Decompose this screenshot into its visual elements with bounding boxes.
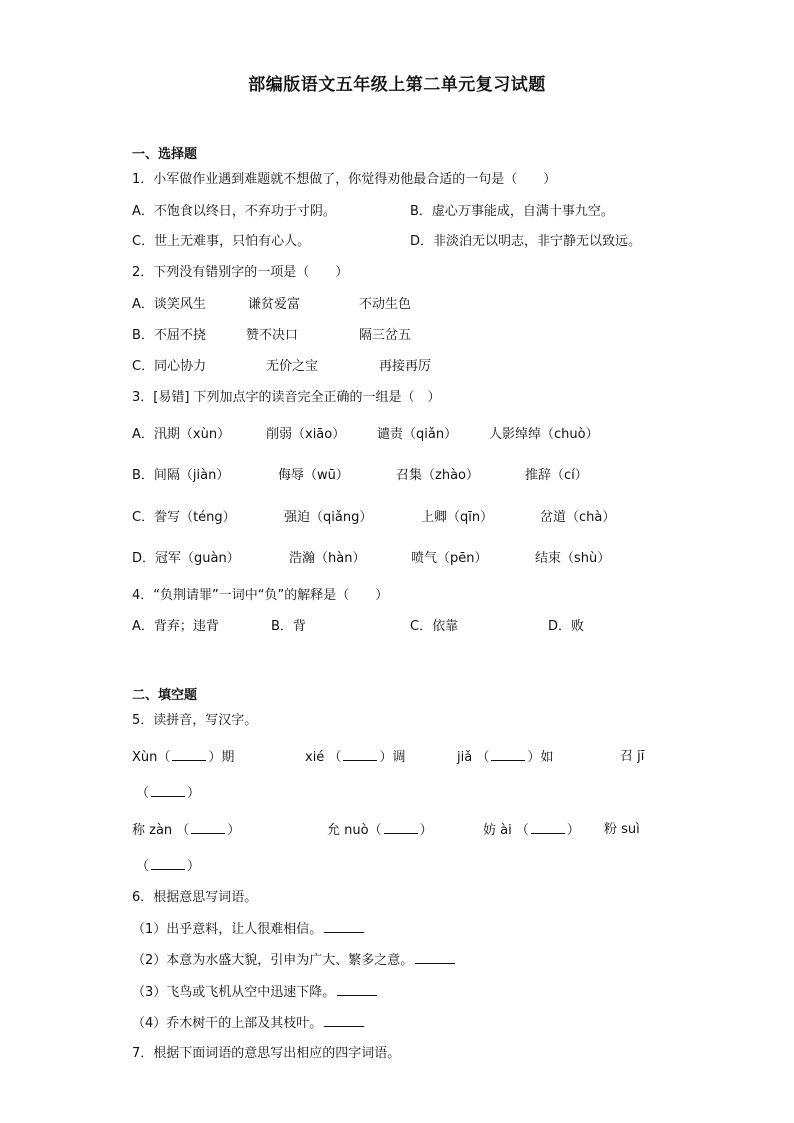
page-title: 部编版语文五年级上第二单元复习试题	[248, 75, 546, 95]
answer-blank[interactable]	[337, 984, 377, 996]
question-3-stem: 3．[易错] 下列加点字的读音完全正确的一组是（ ）	[132, 390, 441, 405]
answer-blank[interactable]	[531, 822, 565, 834]
answer-blank[interactable]	[324, 921, 364, 933]
question-3-option-b-item4: 推辞（cí）	[525, 468, 588, 483]
question-2-option-a-word3: 不动生色	[359, 297, 412, 312]
question-1-option-d: D．非淡泊无以明志，非宁静无以致远。	[410, 234, 642, 249]
pinyin-item-continuation: （ ）	[136, 859, 201, 874]
question-4-option-b: B．背	[271, 619, 306, 634]
question-6-item: （3）飞鸟或飞机从空中迅速下降。	[132, 984, 377, 1001]
question-2-option-b-word3: 隔三岔五	[359, 328, 412, 343]
question-3-option-c-item2: 强迫（qiǎng）	[284, 510, 373, 525]
question-1-stem: 1．小军做作业遇到难题就不想做了，你觉得劝他最合适的一句是（ ）	[132, 172, 557, 187]
question-2-option-a: A．谈笑风生	[132, 297, 206, 312]
question-3-option-d-item3: 喷气（pēn）	[411, 551, 488, 566]
question-7-stem: 7．根据下面词语的意思写出相应的四字词语。	[132, 1046, 401, 1061]
answer-blank[interactable]	[151, 785, 185, 797]
pinyin-item: jiǎ （ ）如	[457, 750, 554, 765]
question-4-option-d: D．败	[548, 619, 585, 634]
question-3-option-c-item3: 上卿（qīn）	[421, 510, 494, 525]
pinyin-item: xié （ ）调	[305, 750, 406, 765]
section-heading-choice: 一、选择题	[132, 147, 198, 162]
question-3-option-b-item2: 侮辱（wū）	[278, 468, 349, 483]
pinyin-item: 妨 ài （ ）	[483, 823, 580, 838]
question-6-item: （1）出乎意料，让人很难相信。	[132, 921, 364, 938]
question-3-option-d-item2: 浩瀚（hàn）	[289, 551, 366, 566]
question-1-option-a: A．不饱食以终日，不弃功于寸阴。	[132, 204, 336, 219]
pinyin-item: 称 zàn （ ）	[132, 823, 241, 838]
question-1-option-c: C．世上无难事，只怕有心人。	[132, 234, 311, 249]
question-2-option-a-word2: 谦贫爱富	[248, 297, 301, 312]
question-4-option-c: C．依靠	[410, 619, 459, 634]
question-6-item: （4）乔木树干的上部及其枝叶。	[132, 1015, 364, 1032]
question-3-option-a-item2: 削弱（xiāo）	[266, 427, 346, 442]
pinyin-item: 允 nuò（ ）	[327, 823, 433, 838]
question-6-stem: 6．根据意思写词语。	[132, 890, 258, 905]
answer-blank[interactable]	[343, 749, 377, 761]
question-2-option-c: C．同心协力	[132, 359, 207, 374]
answer-blank[interactable]	[415, 952, 455, 964]
question-4-option-a: A．背弃；违背	[132, 619, 219, 634]
answer-blank[interactable]	[384, 822, 418, 834]
answer-blank[interactable]	[172, 749, 206, 761]
pinyin-item: Xùn（ ）期	[132, 750, 235, 765]
question-3-option-d: D．冠军（guàn）	[132, 551, 240, 566]
question-3-option-b: B．间隔（jiàn）	[132, 468, 230, 483]
answer-blank[interactable]	[324, 1015, 364, 1027]
question-6-item: （2）本意为水盛大貌，引申为广大、繁多之意。	[132, 952, 455, 969]
question-5-stem: 5．读拼音，写汉字。	[132, 713, 258, 728]
question-2-option-c-word2: 无价之宝	[266, 359, 319, 374]
question-2-option-c-word3: 再接再厉	[379, 359, 432, 374]
question-3-option-c: C．誊写（téng）	[132, 510, 236, 525]
question-3-option-c-item4: 岔道（chà）	[540, 510, 616, 525]
question-3-option-b-item3: 召集（zhào）	[396, 468, 479, 483]
question-3-option-a-item4: 人影绰绰（chuò）	[489, 427, 599, 442]
question-3-option-d-item4: 结束（shù）	[535, 551, 611, 566]
question-2-stem: 2．下列没有错别字的一项是（ ）	[132, 265, 349, 280]
pinyin-item-continuation: （ ）	[136, 786, 201, 801]
pinyin-item: 召 jī	[620, 749, 645, 764]
question-4-stem: 4．“负荆请罪”一词中“负”的解释是（ ）	[132, 588, 389, 603]
pinyin-item: 粉 suì	[604, 822, 640, 837]
question-1-option-b: B．虚心万事能成，自满十事九空。	[410, 204, 614, 219]
answer-blank[interactable]	[191, 822, 225, 834]
question-2-option-b-word2: 赞不决口	[246, 328, 299, 343]
question-3-option-a-item3: 谴责（qiǎn）	[377, 427, 458, 442]
question-3-option-a: A．汛期（xùn）	[132, 427, 231, 442]
section-heading-fill: 二、填空题	[132, 688, 198, 703]
question-2-option-b: B．不屈不挠	[132, 328, 206, 343]
answer-blank[interactable]	[491, 749, 525, 761]
answer-blank[interactable]	[151, 858, 185, 870]
